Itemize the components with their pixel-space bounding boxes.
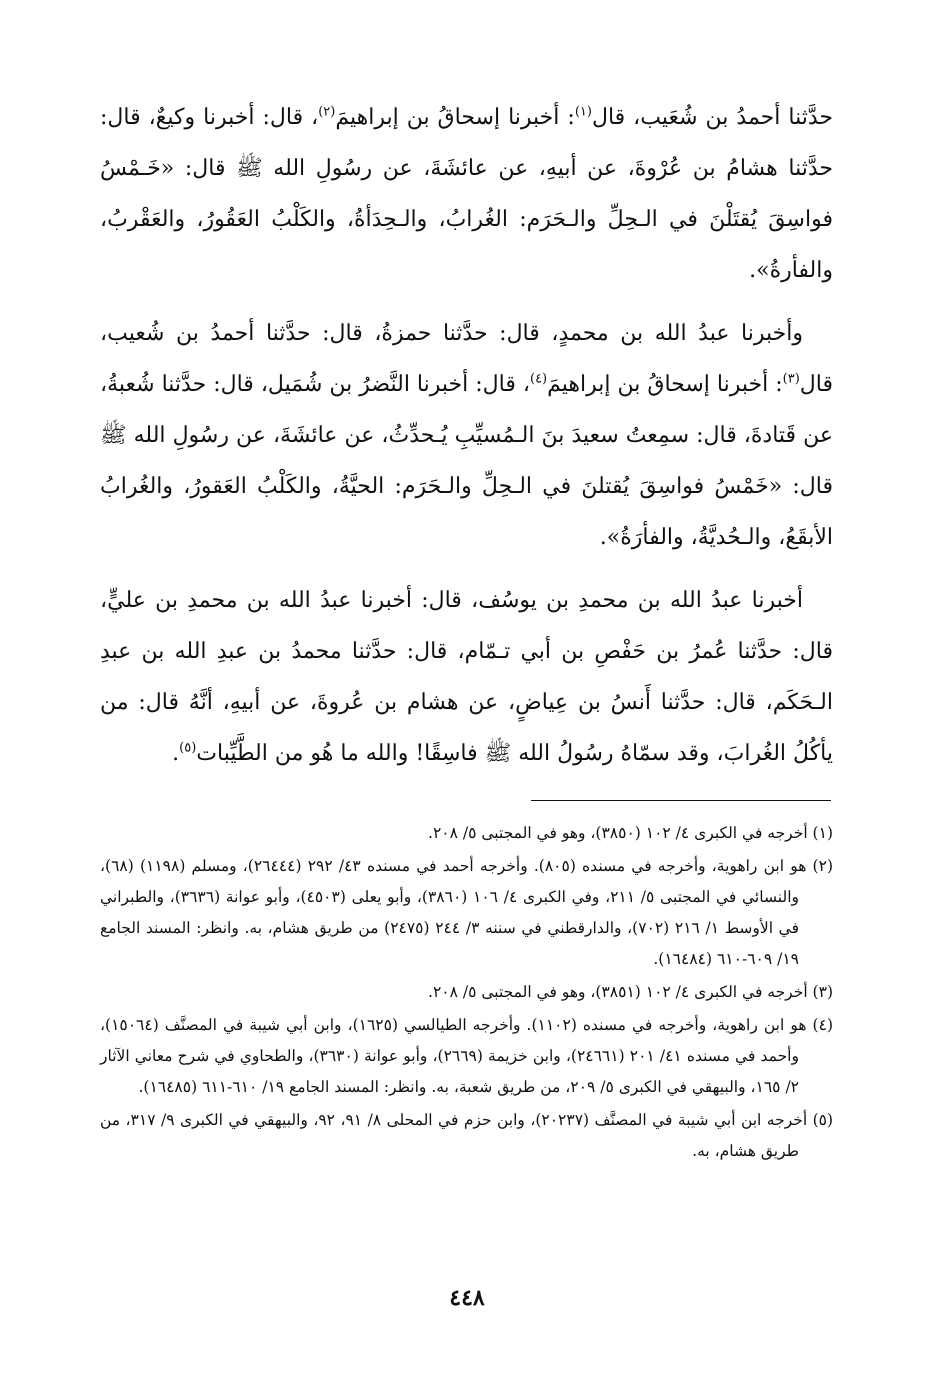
- footnote-ref-5[interactable]: (٥): [179, 740, 197, 756]
- footnote-5: (٥) أخرجه ابن أبي شيبة في المصنَّف (٢٠٢٣٧)، وابن حزم في المحلى ٨/ ٩١، ٩٢، والبيهقي في الكبرى ٩/ ٣١٧، من طريق هشام، به.: [100, 1111, 834, 1160]
- footnote-ref-1[interactable]: (١): [574, 104, 592, 120]
- footnote-ref-3[interactable]: (٣): [782, 371, 800, 387]
- paragraph-2: [100, 308, 833, 563]
- paragraph-3-part-2: .: [172, 741, 180, 766]
- footnote-separator: [531, 800, 831, 801]
- footnote-ref-4[interactable]: (٤): [529, 371, 548, 387]
- paragraph-1-part-2: : أخبرنا إسحاقُ بن إبراهيمَ: [335, 105, 575, 130]
- footnote-ref-2[interactable]: (٢): [318, 104, 336, 120]
- paragraph-3-part-1: أخبرنا عبدُ الله بن محمدِ بن يوسُف، قال: أخبرنا عبدُ الله بن محمدِ بن عليٍّ، قال: حدَّثنا عُمرُ بن حَفْصِ بن أبي تـمّام، قال: حدَّثنا محمدُ بن عبدِ الله بن عبدِ الـحَكَم، قال: حدَّثنا أَنسُ بن عِياضٍ، عن هشام بن عُروةَ، عن أبيهِ، أنَّهُ قال: من يأكُلُ الغُرابَ، وقد سمّاهُ رسُولُ الله ﷺ فاسِقًا! والله ما هُو من الطَّيِّبات: [100, 588, 833, 766]
- paragraph-1-part-1: حدَّثنا أحمدُ بن شُعَيب، قال: [591, 105, 833, 130]
- footnotes: [100, 818, 833, 1169]
- paragraph-1: [100, 92, 833, 296]
- footnote-1: (١) أخرجه في الكبرى ٤/ ١٠٢ (٣٨٥٠)، وهو في المجتبى ٥/ ٢٠٨.: [428, 824, 833, 842]
- paragraph-2-part-3: ، قال: أخبرنا النَّضرُ بن شُمَيل، قال: حدَّثنا شُعبةُ، عن قَتادةَ، قال: سمِعتُ سعيدَ بنَ الـمُسيِّبِ يُـحدِّثُ، عن عائشَةَ، عن رسُولِ الله ﷺ قال: «خَمْسُ فواسِقَ يُقتلنَ في الـحِلِّ والـحَرَم: الحيَّةُ، والكَلْبُ العَقورُ، والغُرابُ الأبقَعُ، والـحُديَّةُ، والفأرَةُ».: [100, 372, 833, 550]
- paragraph-2-part-1: وأخبرنا عبدُ الله بن محمدٍ، قال: حدَّثنا حمزةُ، قال: حدَّثنا أحمدُ بن شُعيب، قال: [100, 321, 833, 397]
- paragraph-1-part-3: ، قال: أخبرنا وكيعٌ، قال: حدَّثنا هشامُ بن عُرْوةَ، عن أبيهِ، عن عائشَةَ، عن رسُولِ الله ﷺ قال: «خَـمْسُ فواسِقَ يُقتَلْنَ في الـحِلِّ والـحَرَم: الغُرابُ، والـحِدَأةُ، والكَلْبُ العَقُورُ، والعَقْربُ، والفأرةُ».: [100, 105, 833, 283]
- footnote-4: (٤) هو ابن راهوية، وأخرجه في مسنده (١١٠٢). وأخرجه الطيالسي (١٦٢٥)، وابن أبي شيبة في المصنَّف (١٥٠٦٤)، وأحمد في مسنده ٤١/ ٢٠١ (٢٤٦٦١)، وابن خزيمة (٢٦٦٩)، وأبو عوانة (٣٦٣٠)، والطحاوي في شرح معاني الآثار ٢/ ١٦٥، والبيهقي في الكبرى ٥/ ٢٠٩، من طريق شعبة، به. وانظر: المسند الجامع ١٩/ ٦١٠-٦١١ (١٦٤٨٥).: [100, 1016, 833, 1096]
- main-text: [100, 92, 833, 791]
- page-number: ٤٤٨: [449, 1285, 485, 1311]
- paragraph-2-part-2: : أخبرنا إسحاقُ بن إبراهيمَ: [547, 372, 783, 397]
- footnote-2: (٢) هو ابن راهوية، وأخرجه في مسنده (٨٠٥). وأخرجه أحمد في مسنده ٤٣/ ٢٩٢ (٢٦٤٤٤)، ومسلم (١١٩٨) (٦٨)، والنسائي في المجتبى ٥/ ٢١١، وفي الكبرى ٤/ ١٠٦ (٣٨٦٠)، وأبو يعلى (٤٥٠٣)، وأبو عوانة (٣٦٣٦)، والطبراني في الأوسط ١/ ٢١٦ (٧٠٢)، والدارقطني في سننه ٣/ ٢٤٤ (٢٤٧٥) من طريق هشام، به. وانظر: المسند الجامع ١٩/ ٦٠٩-٦١٠ (١٦٤٨٤).: [100, 857, 833, 968]
- footnote-3: (٣) أخرجه في الكبرى ٤/ ١٠٢ (٣٨٥١)، وهو في المجتبى ٥/ ٢٠٨.: [428, 983, 833, 1001]
- paragraph-3: [100, 575, 833, 779]
